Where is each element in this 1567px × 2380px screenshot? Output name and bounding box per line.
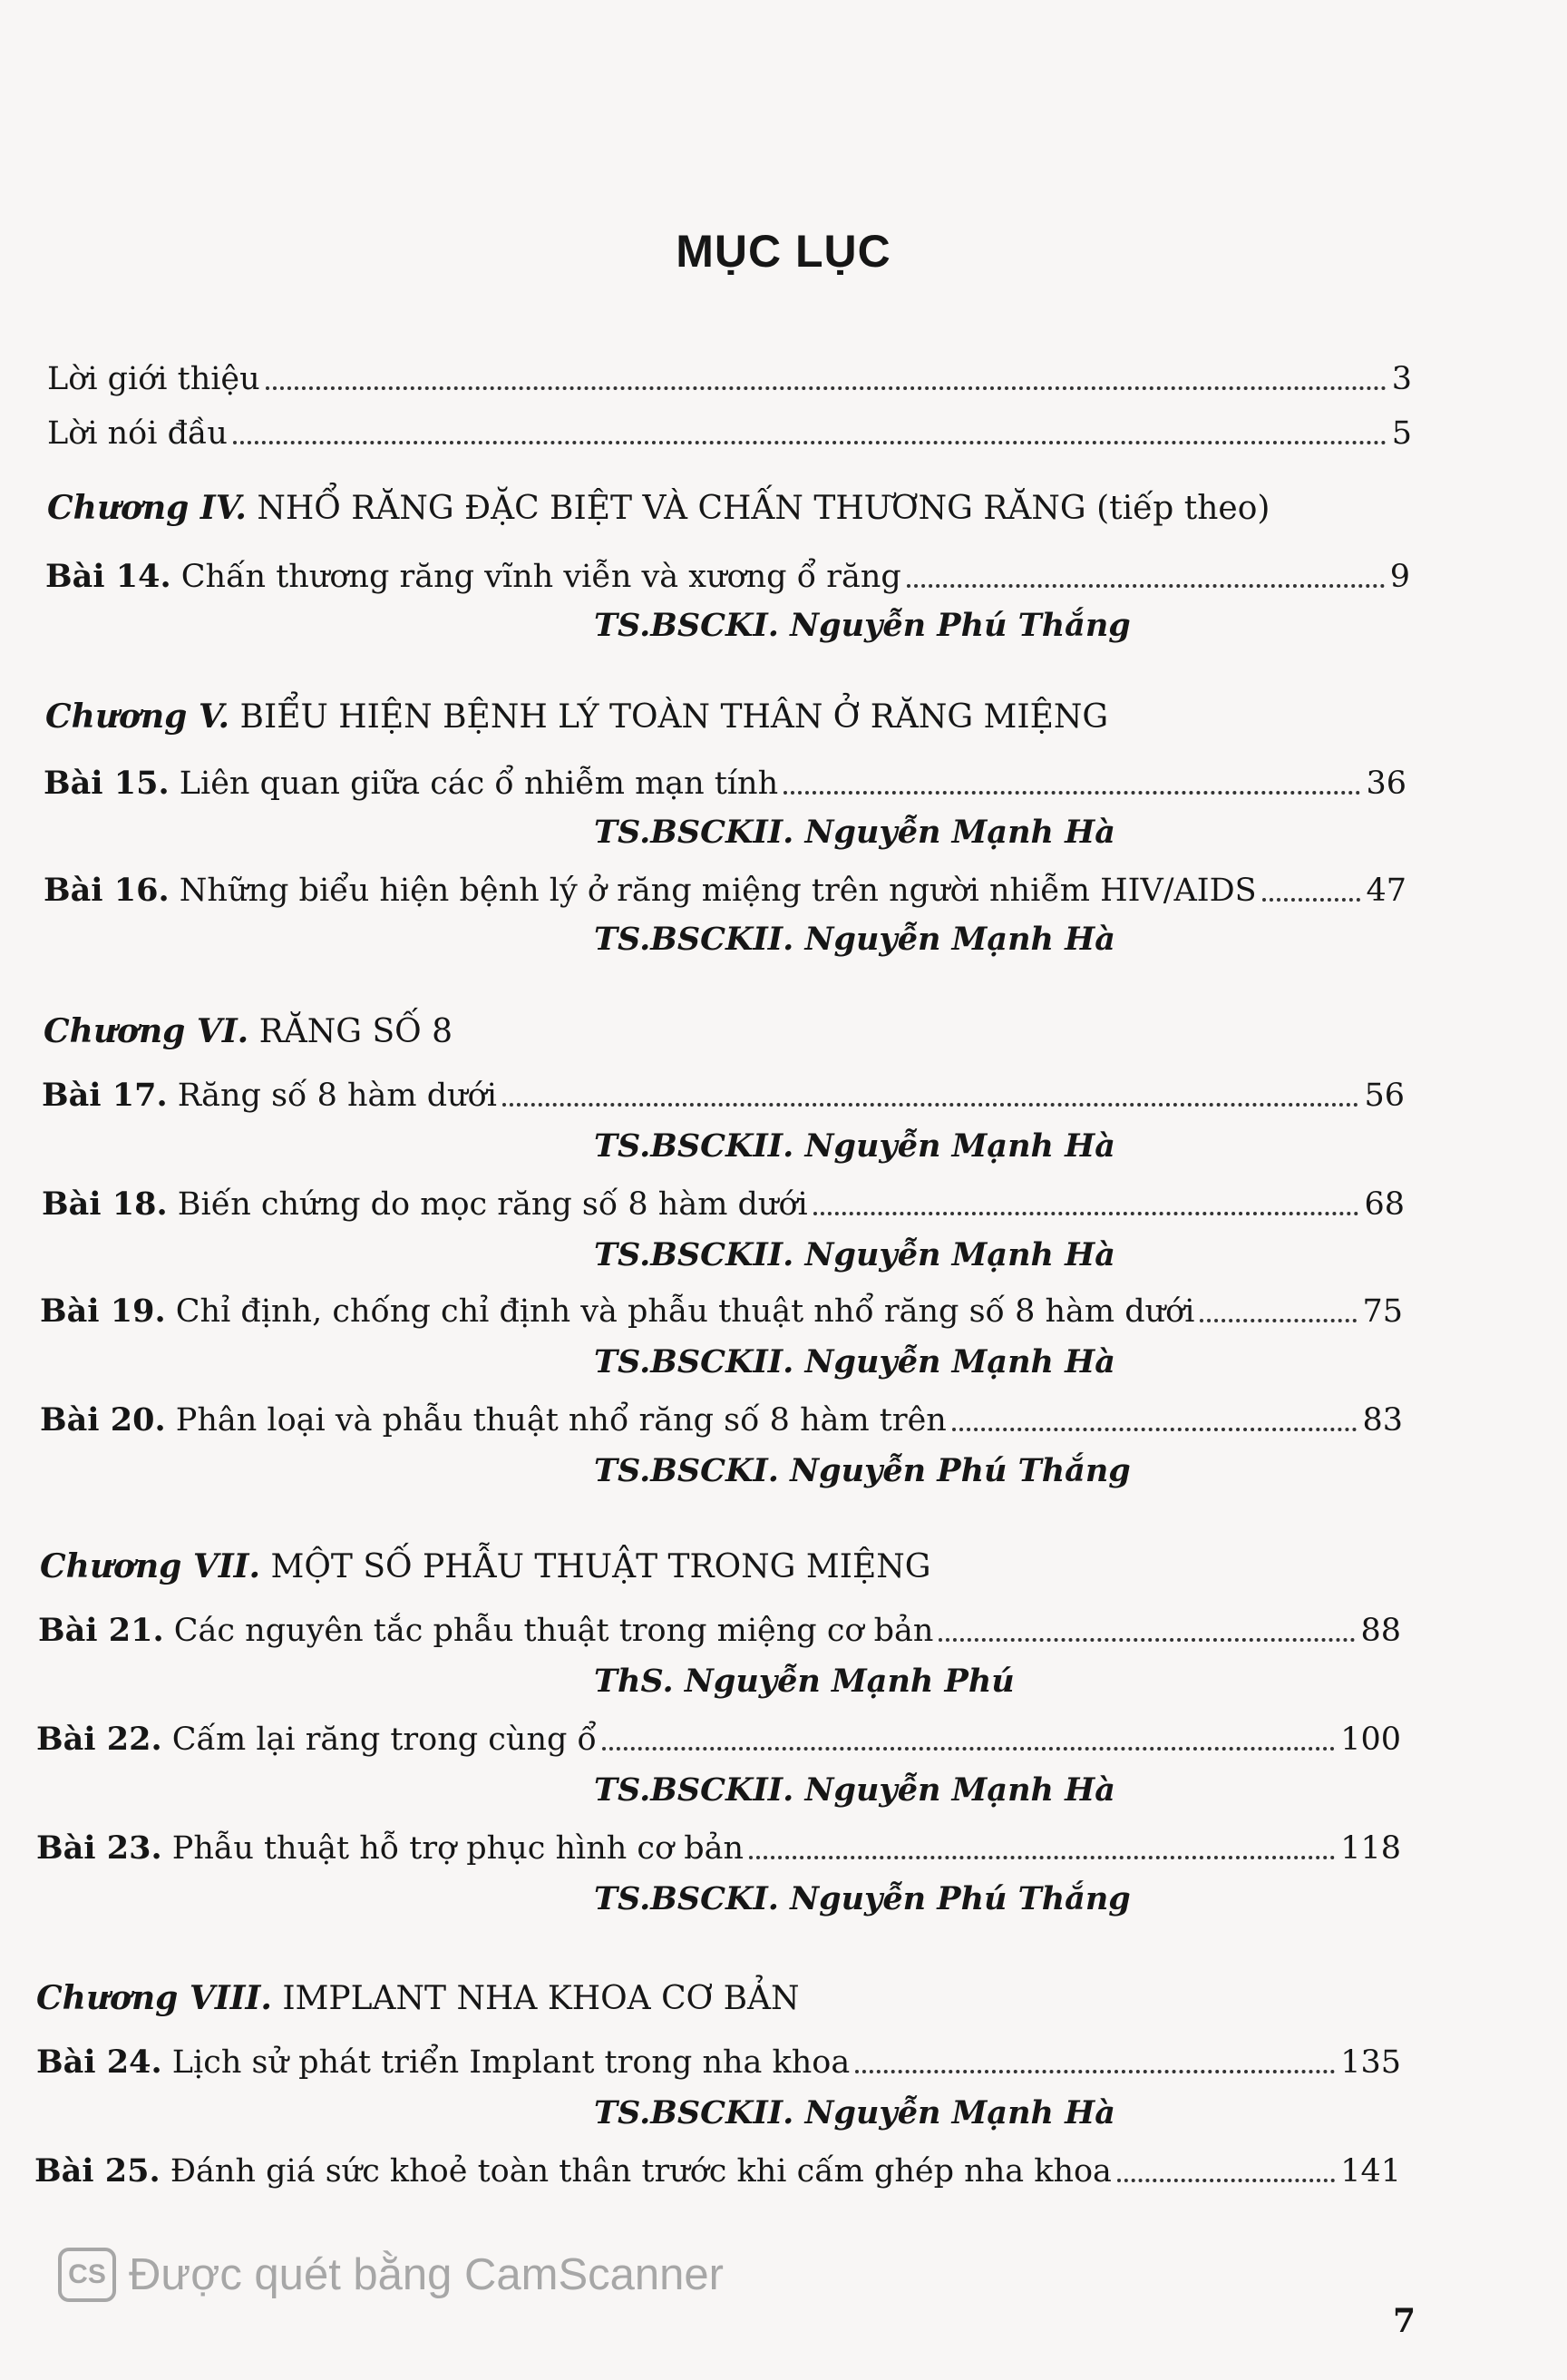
author: TS.BSCKII. Nguyễn Mạnh Hà xyxy=(594,1127,1115,1165)
chapter-heading: Chương VII. MỘT SỐ PHẪU THUẬT TRONG MIỆNG xyxy=(40,1547,931,1585)
camscanner-logo-icon: CS xyxy=(58,2248,116,2302)
entry-title: Lời giới thiệu xyxy=(47,361,260,397)
dot-leader xyxy=(749,1856,1335,1859)
entry-page: 3 xyxy=(1391,361,1412,397)
chapter-heading: Chương IV. NHỔ RĂNG ĐẶC BIỆT VÀ CHẤN THƯƠNG RĂNG (tiếp theo) xyxy=(47,489,1270,527)
entry-page: 47 xyxy=(1366,873,1406,909)
dot-leader xyxy=(602,1747,1335,1751)
dot-leader xyxy=(233,441,1387,444)
dot-leader xyxy=(1262,898,1361,902)
watermark-text: Được quét bằng CamScanner xyxy=(129,2250,724,2299)
entry-page: 5 xyxy=(1391,415,1412,452)
camscanner-watermark xyxy=(58,2248,724,2302)
author: TS.BSCKII. Nguyễn Mạnh Hà xyxy=(594,814,1115,851)
toc-entry: Bài 17. Răng số 8 hàm dưới 56 xyxy=(42,1077,1405,1114)
entry-page: 135 xyxy=(1340,2044,1401,2081)
entry-page: 36 xyxy=(1366,766,1406,802)
dot-leader xyxy=(1117,2179,1335,2182)
page-number: 7 xyxy=(1393,2302,1416,2340)
toc-entry-preface xyxy=(47,359,1412,399)
entry-page: 141 xyxy=(1340,2153,1401,2190)
toc-entry-foreword xyxy=(47,414,1412,454)
entry-page: 9 xyxy=(1389,559,1410,595)
toc-entry: Bài 14. Chấn thương răng vĩnh viễn và xương ổ răng 9 xyxy=(45,558,1410,595)
author: TS.BSCKII. Nguyễn Mạnh Hà xyxy=(594,2094,1115,2131)
dot-leader xyxy=(952,1428,1358,1431)
chapter-heading: Chương VI. RĂNG SỐ 8 xyxy=(44,1012,453,1050)
author: TS.BSCKI. Nguyễn Phú Thắng xyxy=(594,1452,1131,1489)
toc-entry: Bài 21. Các nguyên tắc phẫu thuật trong miệng cơ bản 88 xyxy=(38,1612,1401,1649)
toc-entry: Bài 15. Liên quan giữa các ổ nhiễm mạn tính 36 xyxy=(44,765,1406,802)
toc-entry: Bài 22. Cấm lại răng trong cùng ổ 100 xyxy=(36,1721,1401,1758)
dot-leader xyxy=(1200,1319,1357,1322)
entry-page: 88 xyxy=(1360,1613,1401,1649)
dot-leader xyxy=(784,791,1360,795)
entry-page: 68 xyxy=(1364,1186,1405,1223)
author: TS.BSCKII. Nguyễn Mạnh Hà xyxy=(594,1236,1115,1273)
toc-entry: Bài 23. Phẫu thuật hỗ trợ phục hình cơ bản 118 xyxy=(36,1829,1401,1867)
author: TS.BSCKII. Nguyễn Mạnh Hà xyxy=(594,921,1115,958)
toc-entry: Bài 16. Những biểu hiện bệnh lý ở răng miệng trên người nhiễm HIV/AIDS 47 xyxy=(44,872,1406,909)
entry-page: 100 xyxy=(1340,1722,1401,1758)
toc-entry: Bài 19. Chỉ định, chống chỉ định và phẫu thuật nhổ răng số 8 hàm dưới 75 xyxy=(40,1292,1403,1330)
dot-leader xyxy=(855,2070,1335,2073)
entry-page: 75 xyxy=(1362,1293,1403,1330)
entry-page: 83 xyxy=(1362,1402,1403,1439)
entry-title: Lời nói đầu xyxy=(47,415,228,452)
dot-leader xyxy=(907,584,1385,588)
toc-entry: Bài 25. Đánh giá sức khoẻ toàn thân trước khi cấm ghép nha khoa 141 xyxy=(34,2152,1401,2190)
toc-entry: Bài 18. Biến chứng do mọc răng số 8 hàm dưới 68 xyxy=(42,1185,1405,1223)
author: TS.BSCKI. Nguyễn Phú Thắng xyxy=(594,1880,1131,1917)
entry-page: 56 xyxy=(1364,1078,1405,1114)
entry-page: 118 xyxy=(1340,1830,1401,1867)
chapter-heading: Chương VIII. IMPLANT NHA KHOA CƠ BẢN xyxy=(36,1979,800,2017)
toc-entry: Bài 24. Lịch sử phát triển Implant trong nha khoa 135 xyxy=(36,2043,1401,2081)
author: TS.BSCKII. Nguyễn Mạnh Hà xyxy=(594,1771,1115,1809)
dot-leader xyxy=(939,1638,1355,1642)
page-title: MỤC LỤC xyxy=(676,226,891,277)
author: TS.BSCKII. Nguyễn Mạnh Hà xyxy=(594,1343,1115,1380)
author: ThS. Nguyễn Mạnh Phú xyxy=(594,1663,1015,1700)
dot-leader xyxy=(266,386,1387,390)
dot-leader xyxy=(502,1103,1359,1107)
author: TS.BSCKI. Nguyễn Phú Thắng xyxy=(594,607,1131,644)
chapter-heading: Chương V. BIỂU HIỆN BỆNH LÝ TOÀN THÂN Ở RĂNG MIỆNG xyxy=(45,697,1109,736)
toc-entry: Bài 20. Phân loại và phẫu thuật nhổ răng số 8 hàm trên 83 xyxy=(40,1401,1403,1439)
dot-leader xyxy=(813,1212,1359,1215)
